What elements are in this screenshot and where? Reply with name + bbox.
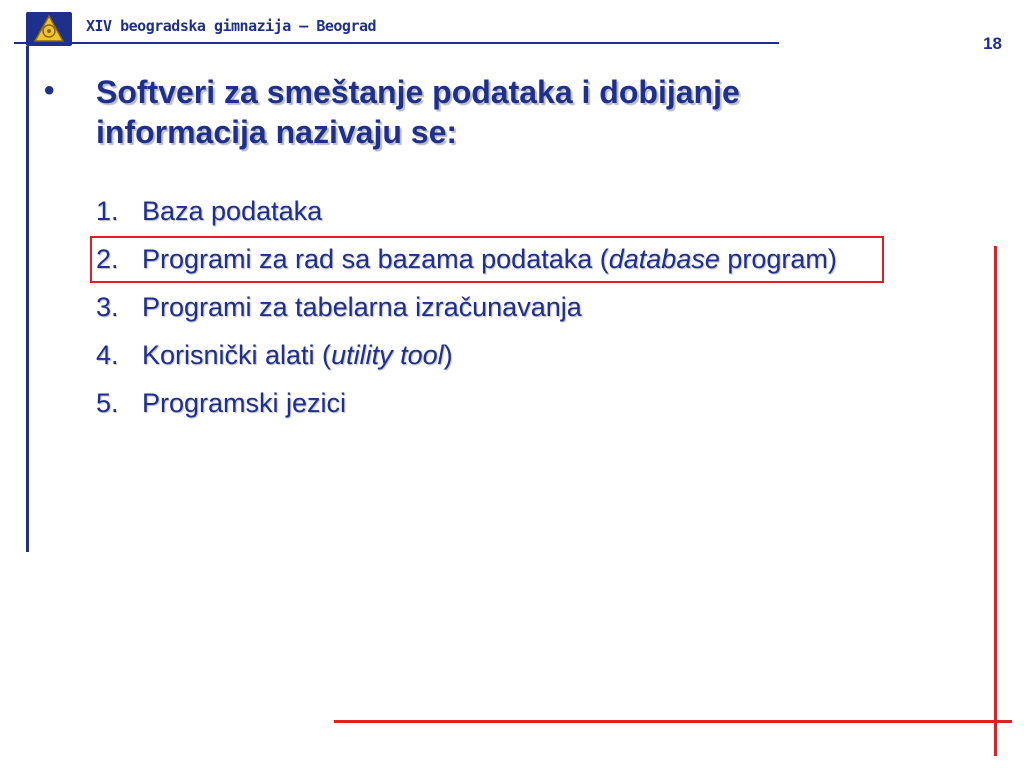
list-item-highlighted: [92, 238, 882, 281]
item-text: Korisnički alati (utility tool): [142, 340, 453, 370]
item-text: Baza podataka: [142, 196, 323, 226]
header-divider: [14, 42, 779, 44]
bullet-marker: •: [44, 74, 55, 107]
item-text: Programi za rad sa bazama podataka (database program): [142, 244, 837, 274]
list-item: [96, 382, 886, 425]
item-number: 3.: [96, 292, 119, 322]
list-item: [96, 286, 886, 329]
software-list: [96, 190, 886, 430]
item-number: 5.: [96, 388, 119, 418]
item-number: 1.: [96, 196, 119, 226]
school-emblem-icon: [26, 12, 72, 46]
list-item: [96, 334, 886, 377]
header-title: XIV beogradska gimnazija – Beograd: [86, 17, 377, 35]
item-text: Programi za tabelarna izračunavanja: [142, 292, 582, 322]
item-number: 2.: [96, 244, 119, 274]
item-text: Programski jezici: [142, 388, 347, 418]
list-item: [96, 190, 886, 233]
right-border-line: [994, 246, 997, 756]
bottom-border-line: [334, 720, 1012, 723]
item-number: 4.: [96, 340, 119, 370]
left-border-line: [26, 46, 29, 552]
slide-heading: Softveri za smeštanje podataka i dobijanje informacija nazivaju se:: [96, 74, 740, 150]
slide-number: 18: [983, 34, 1002, 53]
